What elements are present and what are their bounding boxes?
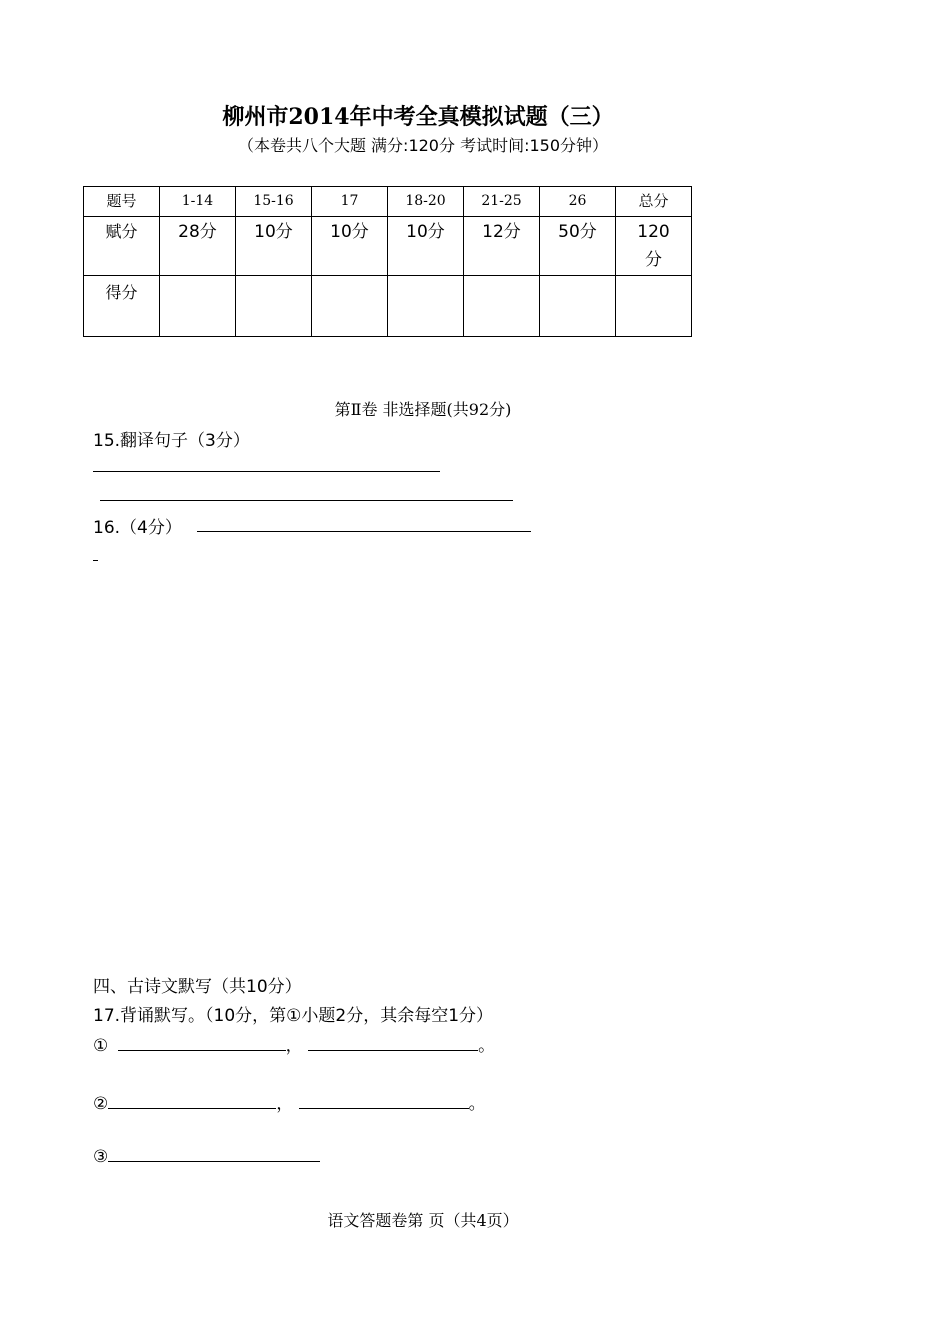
q17-item-2 [93, 1089, 486, 1114]
q17-item1-blank-2[interactable] [308, 1035, 478, 1051]
score-table-cell: 10分 [236, 217, 312, 276]
q16-answer-mark [93, 560, 98, 561]
circled-1-marker: ① [93, 1036, 109, 1056]
q16-label: 16.（4分） [93, 518, 182, 538]
score-table [83, 186, 692, 337]
score-input-cell[interactable] [616, 276, 692, 337]
page-footer: 语文答题卷第 页（共4页） [327, 1211, 519, 1230]
score-table-cell: 题号 [84, 187, 160, 217]
comma-mark: ， [276, 1094, 294, 1114]
q15-answer-line-2[interactable] [100, 500, 513, 501]
score-table-cell: 28分 [160, 217, 236, 276]
comma-mark: ， [285, 1036, 303, 1056]
score-table-cell: 得分 [84, 276, 160, 337]
circled-3-marker: ③ [93, 1147, 109, 1167]
q15-label: 15.翻译句子（3分） [93, 431, 250, 451]
q17-item-3 [93, 1146, 320, 1167]
score-table-value-row [84, 217, 692, 276]
score-table-cell: 赋分 [84, 217, 160, 276]
score-input-cell[interactable] [388, 276, 464, 337]
score-table-cell: 21-25 [464, 187, 540, 217]
score-table-score-row [84, 276, 692, 337]
q16-answer-line[interactable] [197, 531, 531, 532]
score-table-cell: 10分 [388, 217, 464, 276]
score-table-header-row [84, 187, 692, 217]
exam-subtitle: （本卷共八个大题 满分:120分 考试时间:150分钟） [237, 136, 609, 155]
q17-item1-blank-1[interactable] [118, 1035, 286, 1051]
circled-2-marker: ② [93, 1094, 109, 1114]
score-table-cell: 10分 [312, 217, 388, 276]
score-table-cell: 1-14 [160, 187, 236, 217]
q17-item2-blank-1[interactable] [108, 1093, 276, 1109]
section2-heading: 第Ⅱ卷 非选择题(共92分) [334, 400, 512, 419]
total-score-value: 120分 [637, 222, 670, 270]
q17-label: 17.背诵默写。（10分，第①小题2分，其余每空1分） [93, 1006, 494, 1026]
period-mark: 。 [478, 1036, 496, 1056]
score-table-cell [616, 217, 692, 276]
q17-item2-blank-2[interactable] [299, 1093, 469, 1109]
q17-item-1 [93, 1031, 495, 1056]
score-input-cell[interactable] [464, 276, 540, 337]
score-table-cell: 15-16 [236, 187, 312, 217]
section4-heading: 四、古诗文默写（共10分） [93, 977, 302, 997]
exam-title: 柳州市2014年中考全真模拟试题（三） [222, 104, 614, 130]
score-table-cell: 18-20 [388, 187, 464, 217]
score-input-cell[interactable] [160, 276, 236, 337]
q15-answer-line-1[interactable] [93, 471, 440, 472]
score-input-cell[interactable] [540, 276, 616, 337]
score-input-cell[interactable] [236, 276, 312, 337]
score-table-cell: 17 [312, 187, 388, 217]
score-input-cell[interactable] [312, 276, 388, 337]
score-table-cell: 26 [540, 187, 616, 217]
score-table-cell: 12分 [464, 217, 540, 276]
period-mark: 。 [468, 1094, 486, 1114]
score-table-cell: 50分 [540, 217, 616, 276]
score-table-cell: 总分 [616, 187, 692, 217]
q17-item3-blank[interactable] [108, 1146, 320, 1162]
